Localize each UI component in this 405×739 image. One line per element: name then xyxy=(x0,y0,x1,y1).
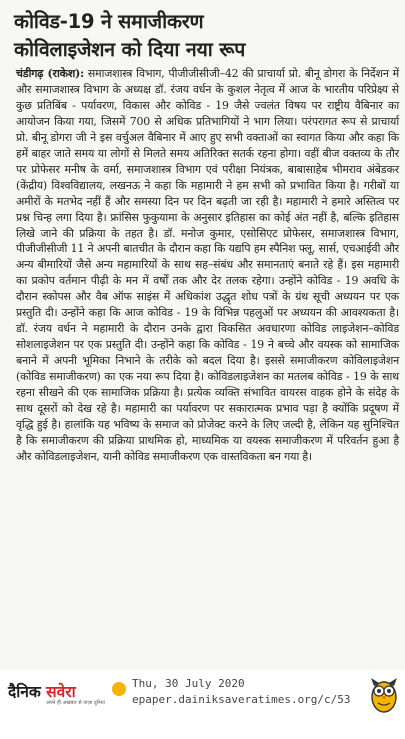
headline-line-1: कोविड-19 ने समाजीकरण xyxy=(14,10,204,33)
brand-tagline: अपने ही अखबार से ताज़ा दुनिया xyxy=(46,700,105,706)
dateline: चंडीगढ़ (राकेश): xyxy=(16,67,84,80)
brand-name-part-1: दैनिक xyxy=(8,683,47,701)
article-body xyxy=(16,66,399,465)
dainik-savera-logo xyxy=(8,680,126,714)
brand-name-part-2: सवेरा xyxy=(46,683,76,701)
article-text: समाजशास्त्र विभाग, पीजीजीसीजी–42 की प्राचार्या प्रो. बीनू डोगरा के निर्देशन में और समाजशास्त्र विभाग के अध्यक्ष डॉ. रंजय वर्धन के कुशल नेतृत्व में आज के भारतीय परिप्रेक्ष्य से कुछ प्रतिबिंब - पर्यावरण, विकास और कोविड - 19 जैसे ज्वलंत विषय पर राष्ट्रीय वैबिनार का आयोजन किया गया, जिसमें 700 से अधिक प्रतिभागियों ने भाग लिया। परंपरागत रूप से प्राचार्या प्रो. बीनू डोगरा जी ने इस वर्चुअल वैबिनार में आए हुए सभी वक्ताओं का स्वागत किया और कहा कि हमें बाहर जाते समय या लोगों से मिलते समय अतिरिक्त सतर्क रहना होगा। वहीं बीज वक्तव्य के तौर पर प्रोफेसर मनीष के वर्मा, समाजशास्त्र विभाग एवं परीक्षा नियंत्रक, बाबासाहेब भीमराव अंबेडकर (केंद्रीय) विश्वविद्यालय, लखनऊ ने कहा कि महामारी ने हम सभी को प्रभावित किया है। गरीबों या अमीरों के मतभेद नहीं हैं और समस्या दिन पर दिन बढ़ती जा रही है। महामारी ने हमारे अस्तित्व पर प्रश्न चिन्ह लगा दिया है। फ्रांसिस फुकुयामा के अनुसार इतिहास का कोई अंत नहीं है, बल्कि इतिहास लिखे जाने की प्रक्रिया के तहत है। डॉ. मनोज कुमार, एसोसिएट प्रोफेसर, समाजशास्त्र विभाग, पीजीजीसीजी 11 ने अपनी बातचीत के दौरान कहा कि यद्यपि हम स्पैनिश फ्लू, सार्स, एचआईवी और अन्य बीमारियों जैसे अन्य महामारियों के साथ सह–संबंध और समानताएं बनाते रहे हैं। इस महामारी का प्रकोप वर्तमान पीढ़ी के मन में वर्षों तक और देर तलक रहेगा। उन्होंने कोविड - 19 अवधि के दौरान स्कोपस और वैब ऑफ साइंस में अधिकांश उद्धृत शोध पत्रों के ग्रंथ सूची अध्ययन पर एक प्रस्तुति दी। उन्होंने कहा कि आज कोविड - 19 के विभिन्न पहलुओं पर अध्ययन की आवश्यकता है। डॉ. रंजय वर्धन ने महामारी के दौरान उनके द्वारा विकसित अवधारणा कोविड लाइजेशन–कोविड सोशलाइजेशन पर एक प्रस्तुति दी। उन्होंने कहा कि कोविड - 19 ने बच्चे और वयस्क को सामाजिक बनाने में अपनी भूमिका निभाने के तरीके को बदल दिया है। इससे समाजीकरण कोविलाइजेशन (कोविड समाजीकरण) का एक नया रूप दिया है। कोविडलाइजेशन का मतलब कोविड - 19 के साथ रहना सीखने की एक सामाजिक प्रक्रिया है। प्रत्येक व्यक्ति संभावित वायरस वाहक होने के संदेह के साथ दूसरों को देख रहे है। महामारी का पर्यावरण पर सकारात्मक प्रभाव पड़ा है क्योंकि प्रदूषण में वृद्धि हुई है। हालांकि यह भविष्य के समाज को प्रोजेक्ट करने के लिए जल्दी है, लेकिन यह सुनिश्चित है कि समाजीकरण की प्रक्रिया प्राथमिक हो, माध्यमिक या वयस्क समाजीकरण में परिवर्तन हुआ है और कोविडलाइजेशन, यानी कोविड समाजीकरण एक वास्तविकता बन गया है। xyxy=(16,67,400,463)
edition-date: Thu, 30 July 2020 xyxy=(132,677,245,690)
brand-sun-icon xyxy=(112,682,126,696)
headline-line-2: कोविलाइजेशन को दिया नया रूप xyxy=(14,38,246,61)
epaper-url[interactable]: epaper.dainiksaveratimes.org/c/53 xyxy=(132,693,351,706)
brand-name xyxy=(8,680,76,702)
headline xyxy=(14,8,399,64)
owl-icon xyxy=(369,676,399,714)
